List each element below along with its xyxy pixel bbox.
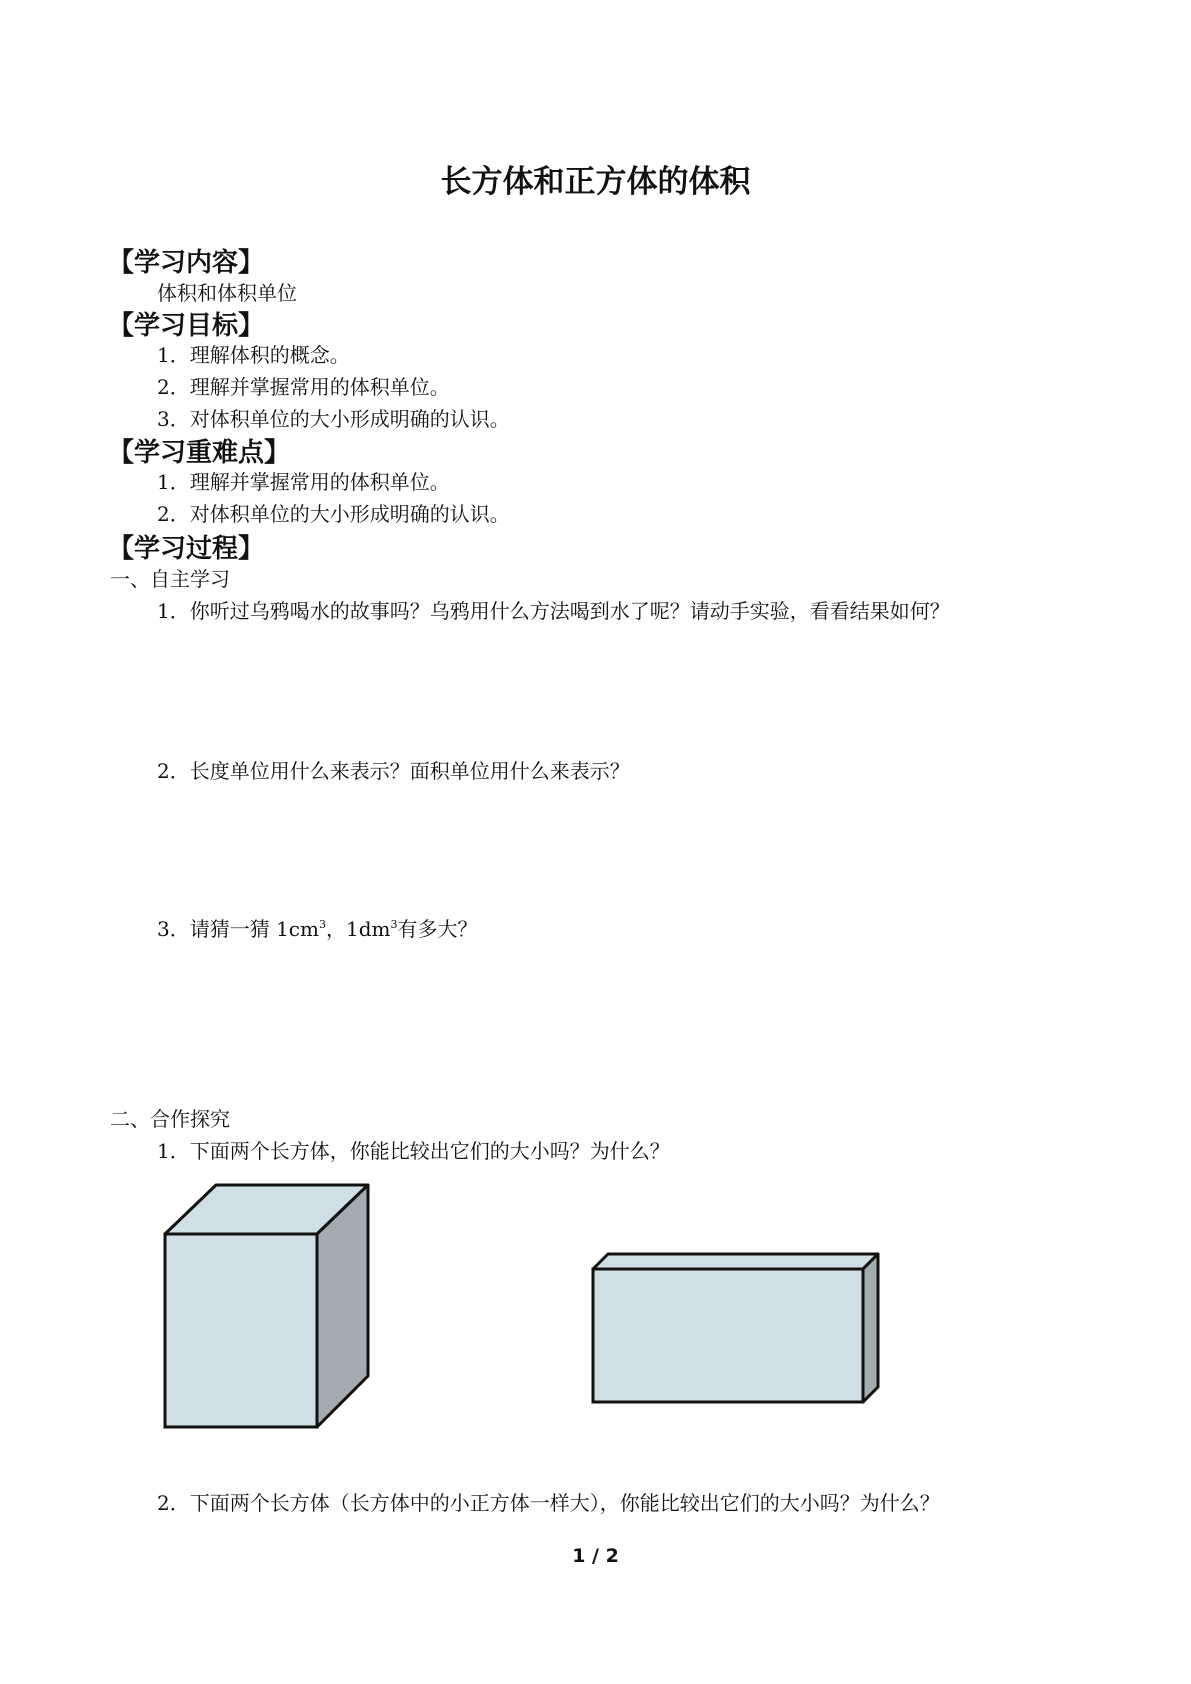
part1-label: 一、自主学习	[110, 567, 230, 591]
flat-cuboid-side-face	[863, 1254, 878, 1402]
goal-item-3: 3．对体积单位的大小形成明确的认识。	[157, 407, 510, 431]
content-text: 体积和体积单位	[157, 281, 297, 305]
flat-cuboid-figure	[585, 1250, 890, 1410]
goal-item-1: 1．理解体积的概念。	[157, 343, 350, 367]
page-number: 1 / 2	[572, 1545, 619, 1567]
part2-question-2: 2．下面两个长方体（长方体中的小正方体一样大），你能比较出它们的大小吗？为什么？	[157, 1491, 940, 1515]
flat-cuboid-top-face	[593, 1254, 878, 1269]
heading-process: 【学习过程】	[108, 534, 265, 564]
q3-superscript-1: 3	[318, 918, 326, 931]
goal-item-2: 2．理解并掌握常用的体积单位。	[157, 375, 450, 399]
tall-cuboid-figure	[150, 1175, 380, 1441]
tall-cuboid-front-face	[165, 1234, 317, 1427]
part2-question-1: 1．下面两个长方体，你能比较出它们的大小吗？为什么？	[157, 1139, 670, 1163]
part1-question-3	[157, 913, 477, 942]
part1-question-1: 1．你听过乌鸦喝水的故事吗？乌鸦用什么方法喝到水了呢？请动手实验，看看结果如何？	[157, 599, 950, 623]
heading-content: 【学习内容】	[108, 248, 265, 278]
key-point-item-1: 1．理解并掌握常用的体积单位。	[157, 470, 450, 494]
part2-label: 二、合作探究	[110, 1107, 230, 1131]
q3-middle: ，1dm	[325, 917, 391, 941]
key-point-item-2: 2．对体积单位的大小形成明确的认识。	[157, 502, 510, 526]
page-title: 长方体和正方体的体积	[440, 164, 751, 200]
q3-suffix: 有多大？	[397, 917, 478, 941]
heading-goals: 【学习目标】	[108, 311, 265, 341]
heading-key-points: 【学习重难点】	[108, 438, 291, 468]
part1-question-2: 2．长度单位用什么来表示？面积单位用什么来表示？	[157, 759, 630, 783]
flat-cuboid-front-face	[593, 1269, 863, 1402]
q3-prefix: 3．请猜一猜 1cm	[157, 917, 319, 941]
q3-superscript-2: 3	[390, 918, 398, 931]
